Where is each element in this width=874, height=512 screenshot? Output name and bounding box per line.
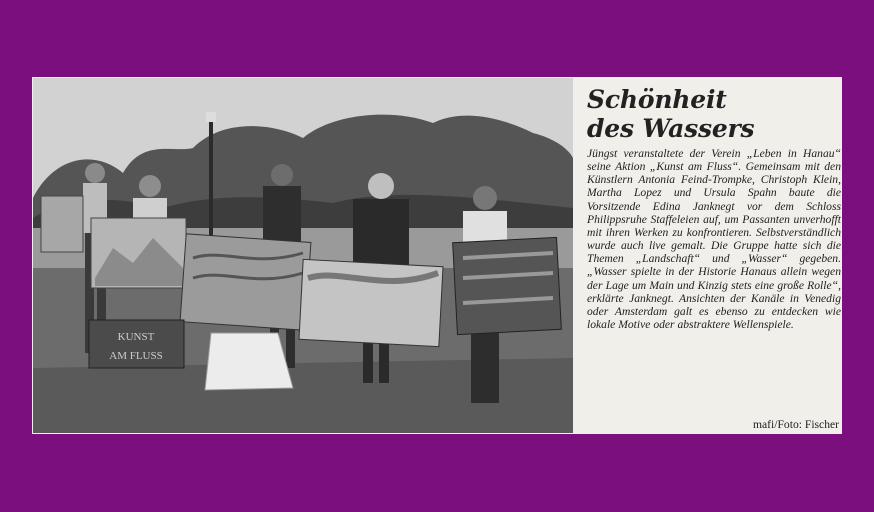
article-body: Jüngst veranstaltete der Verein „Leben in Hanau“ seine Aktion „Kunst am Fluss“. Gemeinsam mit den Künstlern Antonia Feind-Trompke, Christoph Klein, Martha Lopez und Ursula Spahn baute die Vorsitzende Edina Janknegt vor dem Schloss Philippsruhe Staffeleien auf, um Passanten unverhofft mit ihren Werken zu konfrontieren. Selbstverständlich wurde auch live gemalt. Die Gruppe hatte sich die Themen „Landschaft“ und „Wasser“ gegeben. „Wasser spielte in der Historie Hanaus allein wegen der Lage um Main und Kinzig stets eine große Rolle“, erklärte Janknegt. Ansichten der Kanäle in Venedig oder Amsterdam galt es ebenso zu entdecken wie lokale Motive oder abstraktere Wellenspiele. (587, 147, 841, 332)
sign-text-2: AM FLUSS (109, 350, 163, 362)
article-headline (587, 85, 841, 143)
sign-text-1: KUNST (117, 331, 155, 343)
photo-credit: mafi/Foto: Fischer (753, 418, 839, 431)
article-text-column (587, 85, 841, 431)
photo-illustration (33, 78, 573, 433)
headline-line-1: Schönheit (587, 85, 727, 114)
headline-line-2: des Wassers (587, 114, 755, 143)
article-photo (33, 78, 573, 433)
newspaper-clipping (32, 77, 842, 434)
